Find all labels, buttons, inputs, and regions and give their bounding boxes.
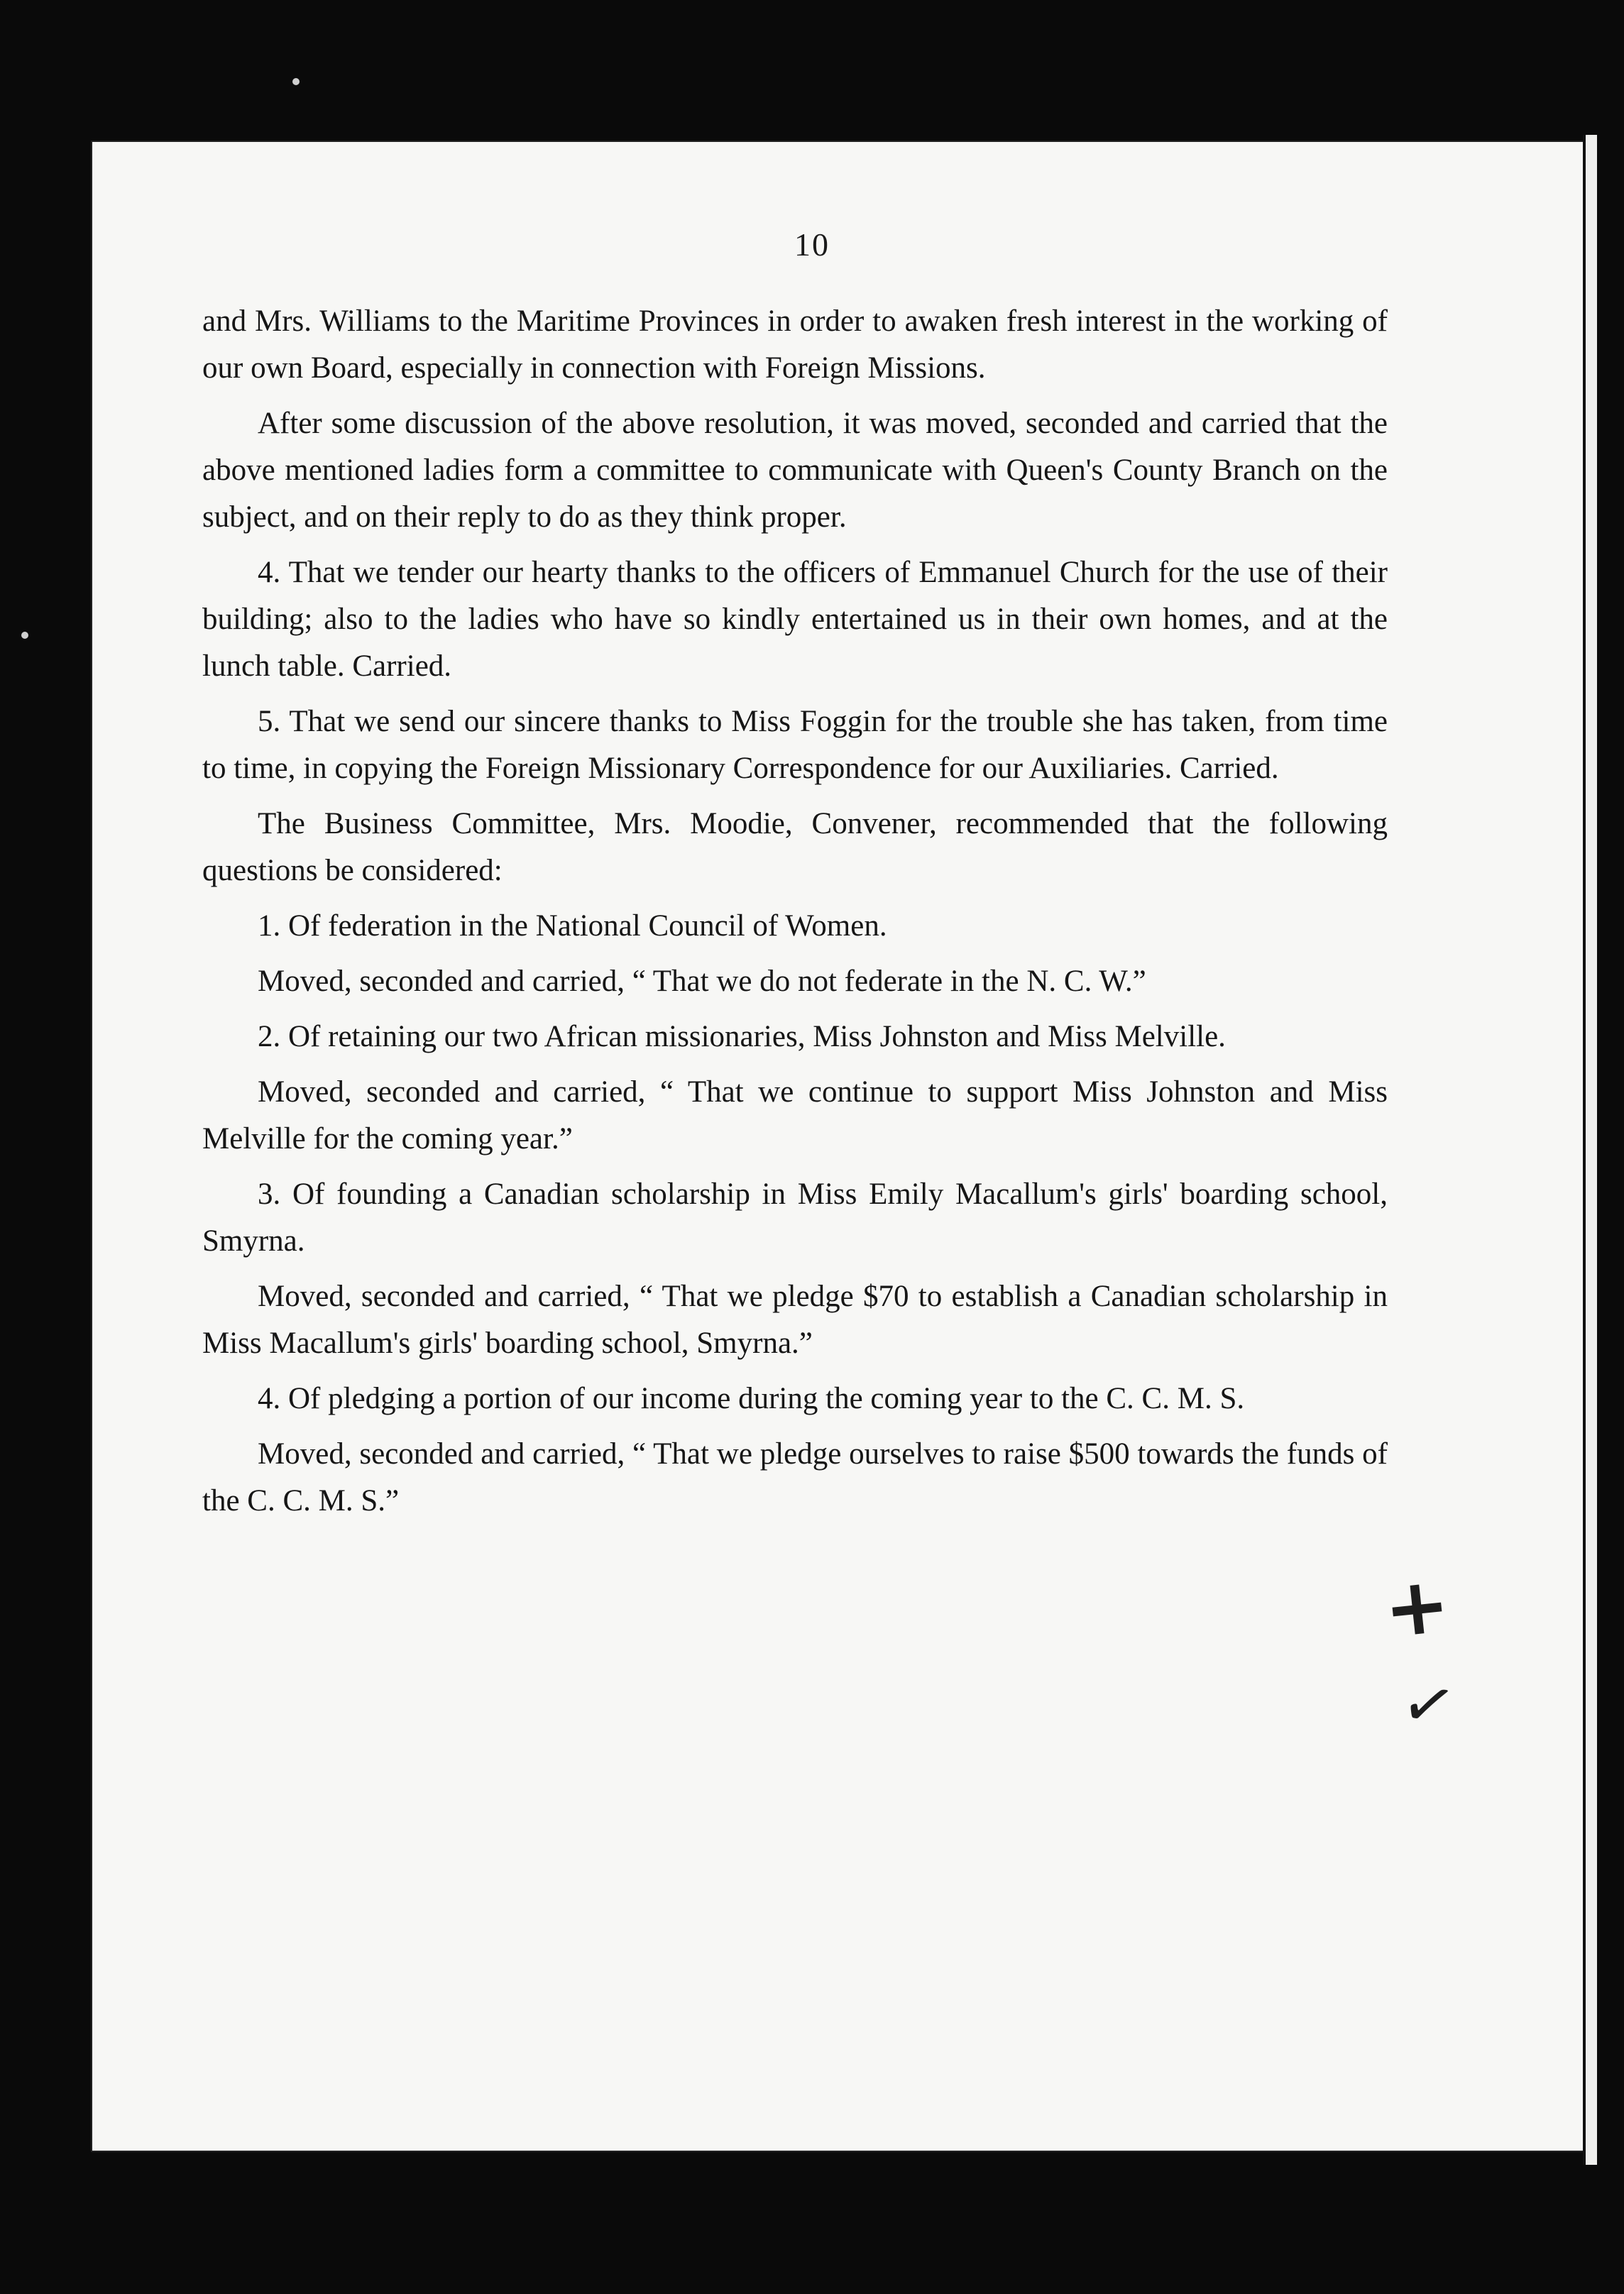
page-edge: [1583, 135, 1597, 2165]
paragraph: The Business Committee, Mrs. Moodie, Convener, recommended that the following questions be considered:: [202, 807, 1388, 887]
paragraph: Moved, seconded and carried, “ That we do not federate in the N. C. W.”: [258, 965, 1146, 998]
paragraph: Moved, seconded and carried, “ That we continue to support Miss Johnston and Miss Melville for the coming year.”: [202, 1075, 1388, 1156]
paragraph: 1. Of federation in the National Council of Women.: [258, 909, 887, 943]
paragraph: 5. That we send our sincere thanks to Miss Foggin for the trouble she has taken, from time to time, in copying the Foreign Missionary Correspondence for our Auxiliaries. Carried.: [202, 705, 1388, 785]
paragraph: Moved, seconded and carried, “ That we pledge ourselves to raise $500 towards the funds of the C. C. M. S.”: [202, 1437, 1388, 1518]
paragraph: 2. Of retaining our two African missionaries, Miss Johnston and Miss Melville.: [258, 1020, 1226, 1053]
pencil-plus-mark: +: [1379, 1558, 1454, 1656]
paragraph: 3. Of founding a Canadian scholarship in Miss Emily Macallum's girls' boarding school, Smyrna.: [202, 1178, 1388, 1258]
scan-speck: [292, 78, 300, 85]
scan-speck: [21, 632, 28, 639]
page-number: 10: [794, 226, 830, 263]
paragraph: 4. Of pledging a portion of our income during the coming year to the C. C. M. S.: [258, 1382, 1245, 1415]
pencil-check-mark: ✓: [1394, 1663, 1463, 1747]
paragraph: and Mrs. Williams to the Maritime Provinces in order to awaken fresh interest in the working of our own Board, especially in connection with Foreign Missions.: [202, 304, 1388, 385]
paragraph: After some discussion of the above resolution, it was moved, seconded and carried that the above mentioned ladies form a committee to communicate with Queen's County Branch on the subject, and on their reply to do as they think proper.: [202, 407, 1388, 534]
paragraph: 4. That we tender our hearty thanks to the officers of Emmanuel Church for the use of their building; also to the ladies who have so kindly entertained us in their own homes, and at the lunch table. Carried.: [202, 556, 1388, 683]
body-text: [202, 298, 1388, 1533]
paragraph: Moved, seconded and carried, “ That we pledge $70 to establish a Canadian scholarship in Miss Macallum's girls' boarding school, Smyrna.”: [202, 1280, 1388, 1360]
